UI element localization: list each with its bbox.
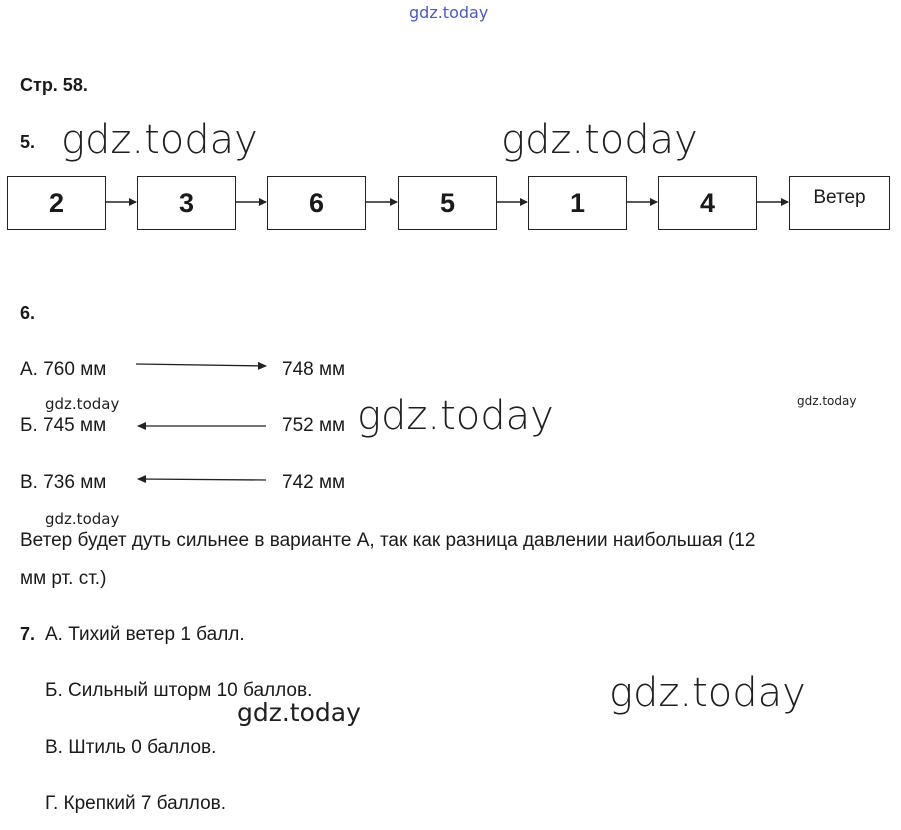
wind-item-b: Б. Сильный шторм 10 баллов. (45, 680, 313, 701)
watermark-small-1: gdz.today (45, 395, 120, 413)
pressure-row-a-right: 748 мм (282, 359, 346, 380)
task5-number: 5. (20, 132, 36, 152)
watermark-large-4: gdz.today (609, 670, 806, 716)
sequence-box-6: 4 (658, 176, 757, 230)
wind-item-a: А. Тихий ветер 1 балл. (45, 624, 245, 645)
watermark-large-1: gdz.today (61, 117, 258, 163)
task7-number: 7. (20, 624, 36, 644)
sequence-box-1: 2 (7, 176, 106, 230)
watermark-medium: gdz.today (237, 698, 361, 727)
watermark-small-3: gdz.today (45, 510, 120, 528)
watermark-large-2: gdz.today (501, 117, 698, 163)
pressure-row-c-right: 742 мм (282, 472, 346, 493)
pressure-row-b-left: Б. 745 мм (20, 415, 107, 436)
wind-item-d: Г. Крепкий 7 баллов. (45, 793, 227, 814)
task6-conclusion-line1: Ветер будет дуть сильнее в варианте А, так как разница давлении наибольшая (12 (20, 530, 756, 551)
sequence-box-5: 1 (528, 176, 627, 230)
watermark-small-2: gdz.today (797, 394, 857, 408)
pressure-row-a-left: А. 760 мм (20, 359, 107, 380)
watermark-top: gdz.today (409, 3, 489, 22)
sequence-box-wind: Ветер (789, 176, 890, 230)
wind-arrow-a (136, 364, 266, 366)
pressure-row-c-left: В. 736 мм (20, 472, 107, 493)
wind-item-c: В. Штиль 0 баллов. (45, 737, 217, 758)
task6-conclusion-line2: мм рт. ст.) (20, 568, 107, 589)
sequence-box-3: 6 (267, 176, 366, 230)
sequence-box-4: 5 (398, 176, 497, 230)
pressure-row-b-right: 752 мм (282, 415, 346, 436)
task6-number: 6. (20, 303, 36, 323)
page-title: Стр. 58. (20, 75, 88, 95)
sequence-box-2: 3 (137, 176, 236, 230)
watermark-large-3: gdz.today (357, 393, 554, 439)
wind-arrow-c (138, 479, 266, 480)
